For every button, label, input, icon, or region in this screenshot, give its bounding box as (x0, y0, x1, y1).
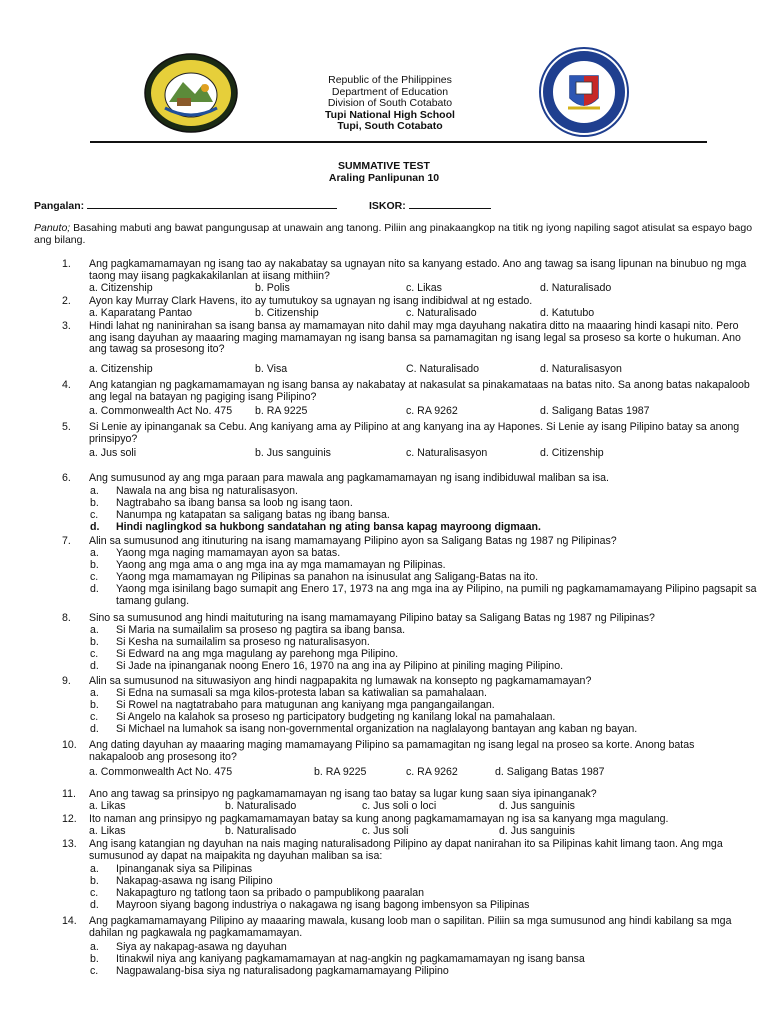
choice-b[interactable]: b. Citizenship (255, 307, 319, 319)
choice-row (62, 801, 762, 813)
choice-d[interactable]: d. Saligang Batas 1987 (495, 766, 605, 778)
choice-d[interactable]: d. Jus sanguinis (499, 825, 575, 837)
question-text: Si Lenie ay ipinanganak sa Cebu. Ang kaniyang ama ay Pilipino at ang kanyang ina ay Hapones. Si Lenie ay isang Pilipino batay sa anong prinsipyo? (89, 421, 740, 445)
choice-row (62, 283, 762, 295)
choice-c[interactable]: c. Naturalisasyon (406, 447, 488, 459)
question-text: Alin sa sumusunod ang itinuturing na isang mamamayang Pilipino ayon sa Saligang Batas ng 1987 ng Pilipinas? (89, 535, 617, 547)
choice-d[interactable]: d. Jus sanguinis (499, 800, 575, 812)
deped-seal (538, 46, 630, 138)
question-number: 13. (62, 838, 77, 850)
choice-c[interactable]: c. RA 9262 (406, 766, 458, 778)
instructions-text: Basahing mabuti ang bawat pangungusap at unawain ang tanong. Piliin ang pinakaangkop na titik ng iyong napiling sagot atisulat sa espayo bago ang bilang. (34, 222, 753, 246)
question-text: Hindi lahat ng naninirahan sa isang bansa ay mamamayan nito dahil may mga dayuhang nakatira ditto na maaaring hindi kasapi nito. Pero ang isang dayuhan ay maaaring maging mamamayan ng isang bansa sa pamamagitan ng isang legal sa proseso sa korte o hukuman. Ano ang tawag sa prosesong ito? (89, 320, 741, 355)
question-text: Ang isang katangian ng dayuhan na nais maging naturalisadong Pilipino ay dapat nanirahan ito sa Pilipinas kahit limang taon. Ang mga sumusunod ay dapat na maipakita ng dayuhan maliban sa isa: (89, 838, 723, 862)
choice-b[interactable]: b. Jus sanguinis (255, 447, 331, 459)
choice-row (62, 308, 762, 320)
test-subject: Araling Panlipunan 10 (328, 172, 440, 184)
choice-d[interactable]: d. Katutubo (540, 307, 595, 319)
question-14 (62, 916, 752, 939)
question-9 (62, 676, 752, 688)
choice-c[interactable]: c. Yaong mga mamamayan ng Pilipinas sa panahon na isinusulat ang Saligang-Batas na ito. (90, 571, 539, 583)
choice-d-answer[interactable]: d. Hindi naglingkod sa hukbong sandatahan ng ating bansa kapag mayroong digmaan. (90, 521, 541, 533)
choice-c[interactable]: c. Jus soli o loci (362, 800, 437, 812)
choice-a[interactable]: a. Jus soli (89, 447, 137, 459)
question-number: 1. (62, 258, 71, 270)
header-place: Tupi, South Cotabato (337, 120, 443, 132)
choice-row (62, 406, 762, 418)
school-logo (143, 52, 239, 134)
choice-c[interactable]: c. Nagpawalang-bisa siya ng naturalisadong pagkamamamayang Pilipino (90, 965, 449, 977)
header-school: Tupi National High School (325, 108, 455, 121)
question-2 (62, 295, 752, 319)
choice-b[interactable]: b. Si Kesha na sumailalim sa proseso ng naturalisasyon. (90, 636, 370, 648)
question-3 (62, 320, 752, 375)
choice-row (62, 826, 762, 838)
question-number: 5. (62, 421, 71, 433)
choice-d[interactable]: d. Mayroon siyang bagong industriya o nakagawa ng isang bagong imbensyon sa Pilipinas (90, 899, 530, 911)
choice-c[interactable]: c. Nanumpa ng katapatan sa saligang batas ng ibang bansa. (90, 509, 390, 521)
question-10 (62, 739, 752, 778)
question-text: Ayon kay Murray Clark Havens, ito ay tumutukoy sa ugnayan ng isang indibidwal at ng estado. (89, 295, 533, 307)
choice-c[interactable]: c. Jus soli (362, 825, 409, 837)
choice-row (62, 364, 762, 376)
choice-a[interactable]: a. Si Maria na sumailalim sa proseso ng pagtira sa ibang bansa. (90, 624, 406, 636)
question-number: 11. (62, 788, 76, 800)
question-number: 10. (62, 739, 77, 751)
question-5 (62, 421, 752, 459)
choice-c[interactable]: c. Si Angelo na kalahok sa proseso ng participatory budgeting ng kanilang lokal na pamahalaan. (90, 711, 556, 723)
choice-b[interactable]: b. Polis (255, 282, 290, 294)
choice-a[interactable]: a. Citizenship (89, 363, 153, 375)
choice-d[interactable]: d. Si Michael na lumahok sa isang non-governmental organization na naglalayong bantayan ang kaban ng bayan. (90, 723, 638, 735)
question-text: Ang pagkamamamayang Pilipino ay maaaring mawala, kusang loob man o sapilitan. Piliin sa mga sumusunod ang hindi kabilang sa mga dahilan ng pagkawala ng pagkamamamayan. (89, 915, 732, 939)
header-republic: Republic of the Philippines (328, 74, 452, 86)
header-department: Department of Education (331, 85, 449, 98)
instructions (34, 222, 754, 246)
question-number: 4. (62, 379, 71, 391)
choice-b[interactable]: b. Visa (255, 363, 288, 375)
question-11 (62, 788, 752, 812)
choice-a[interactable]: a. Si Edna na sumasali sa mga kilos-protesta laban sa katiwalian sa pamahalaan. (90, 687, 487, 699)
question-text: Sino sa sumusunod ang hindi maituturing na isang mamamayang Pilipino batay sa Saligang Batas ng 1987 ng Pilipinas? (89, 612, 655, 624)
question-text: Alin sa sumusunod na situwasiyon ang hindi nagpapakita ng lumawak na konsepto ng pagkamamamayan? (89, 675, 592, 687)
choice-a[interactable]: a. Likas (89, 800, 126, 812)
choice-c[interactable]: c. RA 9262 (406, 405, 458, 417)
choice-c[interactable]: c. Naturalisado (406, 307, 477, 319)
question-8 (62, 613, 752, 625)
choice-d[interactable]: d. Naturalisado (540, 282, 612, 294)
question-number: 3. (62, 320, 71, 332)
choice-d[interactable]: d. Citizenship (540, 447, 604, 459)
choice-d[interactable]: d. Yaong mga isinilang bago sumapit ang Enero 17, 1973 na ang mga ina ay Pilipino, na pumili ng pagkamamamayang Pilipino pagsapit sa (90, 583, 757, 595)
question-text: Ang sumusunod ay ang mga paraan para mawala ang pagkamamamayan ng isang indibiduwal maliban sa isa. (89, 472, 609, 484)
choice-b[interactable]: b. Naturalisado (225, 800, 297, 812)
question-number: 12. (62, 813, 77, 825)
choice-d[interactable]: d. Naturalisasyon (540, 363, 622, 375)
choice-a[interactable]: a. Ipinanganak siya sa Pilipinas (90, 863, 253, 875)
question-number: 6. (62, 472, 71, 484)
choice-a[interactable]: a. Commonwealth Act No. 475 (89, 405, 233, 417)
question-number: 9. (62, 675, 71, 687)
instructions-lead: Panuto; (34, 222, 71, 234)
choice-c[interactable]: C. Naturalisado (406, 363, 480, 375)
choice-a[interactable]: a. Yaong mga naging mamamayan ayon sa batas. (90, 547, 341, 559)
question-number: 14. (62, 915, 77, 927)
question-text: Ano ang tawag sa prinsipyo ng pagkamamamayan ng isang tao batay sa lugar kung saan siya ipinanganak? (89, 788, 597, 800)
choice-d-continued: tamang gulang. (116, 595, 190, 607)
question-6 (62, 473, 752, 485)
choice-a[interactable]: a. Siya ay nakapag-asawa ng dayuhan (90, 941, 287, 953)
question-text: Ang dating dayuhan ay maaaring maging mamamayang Pilipino sa pamamagitan ng isang legal na proseo sa korte. Anong batas nakapaloob ang prosesong ito? (89, 739, 695, 763)
score-field[interactable] (409, 199, 491, 209)
choice-a[interactable]: a. Citizenship (89, 282, 153, 294)
question-4 (62, 379, 752, 417)
question-1 (62, 258, 752, 294)
choice-a[interactable]: a. Commonwealth Act No. 475 (89, 766, 233, 778)
test-title: SUMMATIVE TEST (338, 160, 430, 172)
question-text: Ang pagkamamamayan ng isang tao ay nakabatay sa ugnayan nito sa kanyang estado. Ano ang tawag sa isang lipunan na binubuo ng mga taong may iisang pagkakakilanlan at iisang mithiin? (89, 258, 747, 282)
name-score-row (34, 199, 491, 212)
question-number: 8. (62, 612, 71, 624)
choice-c[interactable]: c. Likas (406, 282, 442, 294)
choice-b[interactable]: b. Itinakwil niya ang kaniyang pagkamamamayan at nag-angkin ng pagkamamamayan ng isang bansa (90, 953, 585, 965)
question-7 (62, 536, 752, 548)
score-label: ISKOR: (368, 200, 406, 212)
choice-d[interactable]: d. Si Jade na ipinanganak noong Enero 16, 1970 na ang ina ay Pilipino at piniling maging Pilipino. (90, 660, 564, 672)
document-header (260, 75, 520, 133)
choice-b[interactable]: b. Si Rowel na nagtatrabaho para matugunan ang kaniyang mga pangangailangan. (90, 699, 495, 711)
question-12 (62, 813, 752, 837)
choice-b[interactable]: b. Naturalisado (225, 825, 297, 837)
choice-a[interactable]: a. Likas (89, 825, 126, 837)
question-number: 2. (62, 295, 71, 307)
question-text: Ang katangian ng pagkamamamayan ng isang bansa ay nakabatay at nakasulat sa pinakamataas na batas nito. Sa anong batas nakapaloob ang legal na batayan ng pagiging isang Pilipino? (89, 379, 750, 403)
choice-a[interactable]: a. Nawala na ang bisa ng naturalisasyon. (90, 485, 298, 497)
choice-c[interactable]: c. Si Edward na ang mga magulang ay parehong mga Pilipino. (90, 648, 399, 660)
choice-row (62, 767, 762, 779)
choice-c[interactable]: c. Nakapagturo ng tatlong taon sa pribado o pampublikong paaralan (90, 887, 425, 899)
question-13 (62, 839, 752, 862)
choice-b[interactable]: b. Nagtrabaho sa ibang bansa sa loob ng isang taon. (90, 497, 353, 509)
header-division: Division of South Cotabato (327, 97, 453, 109)
question-text: Ito naman ang prinsipyo ng pagkamamamayan batay sa kung anong pagkamamamayan ng isa sa kanyang mga magulang. (89, 813, 669, 825)
choice-b[interactable]: b. RA 9225 (255, 405, 308, 417)
choice-a[interactable]: a. Kaparatang Pantao (89, 307, 193, 319)
question-number: 7. (62, 535, 71, 547)
name-label: Pangalan: (34, 200, 85, 212)
choice-b[interactable]: b. RA 9225 (314, 766, 367, 778)
name-field[interactable] (87, 199, 337, 209)
choice-row (62, 448, 762, 460)
choice-d[interactable]: d. Saligang Batas 1987 (540, 405, 650, 417)
choice-b[interactable]: b. Yaong ang mga ama o ang mga ina ay mga mamamayan ng Pilipinas. (90, 559, 446, 571)
choice-b[interactable]: b. Nakapag-asawa ng isang Pilipino (90, 875, 273, 887)
header-divider (90, 141, 707, 143)
